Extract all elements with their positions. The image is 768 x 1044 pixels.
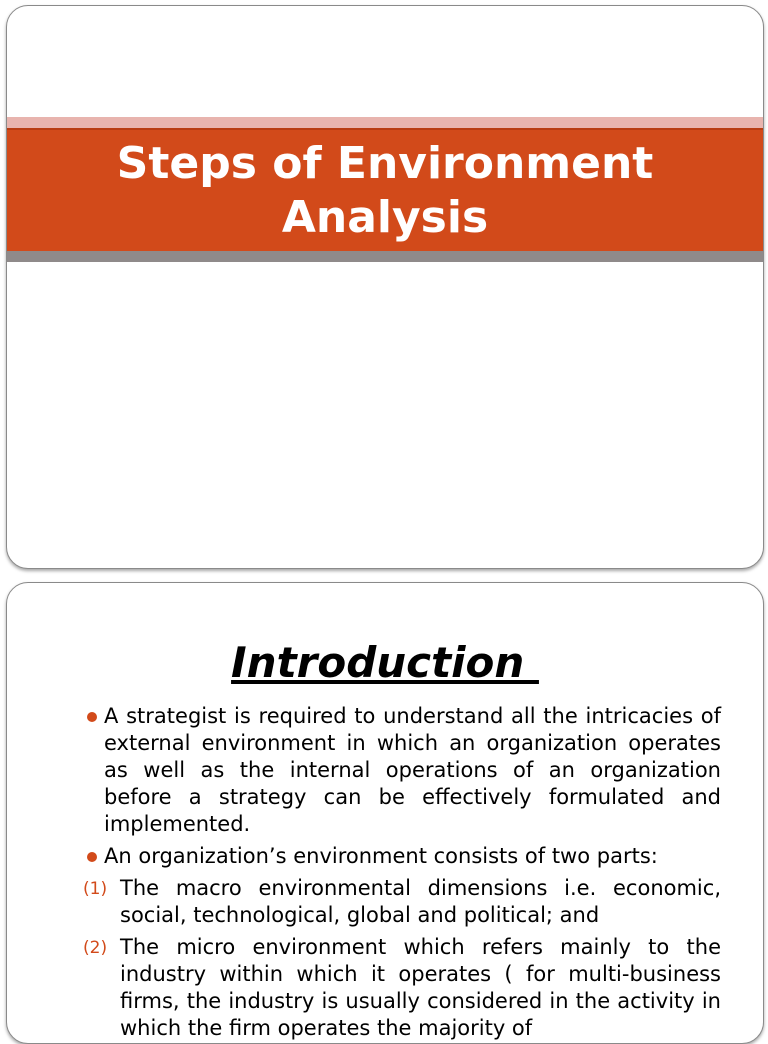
bullet-item: [83, 703, 721, 838]
title-band-top-stripe: [7, 117, 763, 128]
introduction-slide: [6, 582, 764, 1044]
numbered-item: [83, 875, 721, 929]
numbered-text: The macro environmental dimensions i.e. economic, social, technological, global and political; and: [120, 876, 721, 927]
title-slide: [6, 5, 764, 569]
slide-content: [83, 703, 721, 1044]
numbered-text: The micro environment which refers mainly to the industry within which it operates ( for multi-business firms, the industry is usually considered in the activity in which the firm operates the majority of: [120, 935, 721, 1040]
slide-title-line-2: Analysis: [281, 191, 489, 243]
number-marker: (2): [83, 938, 108, 958]
introduction-heading: Introduction: [231, 638, 539, 687]
slide-title-line-1: Steps of Environment: [116, 137, 654, 189]
title-band: [7, 128, 763, 251]
number-marker: (1): [83, 879, 108, 899]
bullet-text: A strategist is required to understand all the intricacies of external environment in which an organization operates as well as the internal operations of an organization before a strategy can be effectively formulated and implemented.: [104, 704, 721, 836]
bullet-text: An organization’s environment consists of two parts:: [104, 844, 658, 868]
slide-title: [65, 137, 705, 245]
title-band-bottom-stripe: [7, 251, 763, 262]
numbered-item: [83, 934, 721, 1042]
bullet-dot-icon: [87, 712, 97, 722]
bullet-item: [83, 843, 721, 870]
bullet-dot-icon: [87, 852, 97, 862]
